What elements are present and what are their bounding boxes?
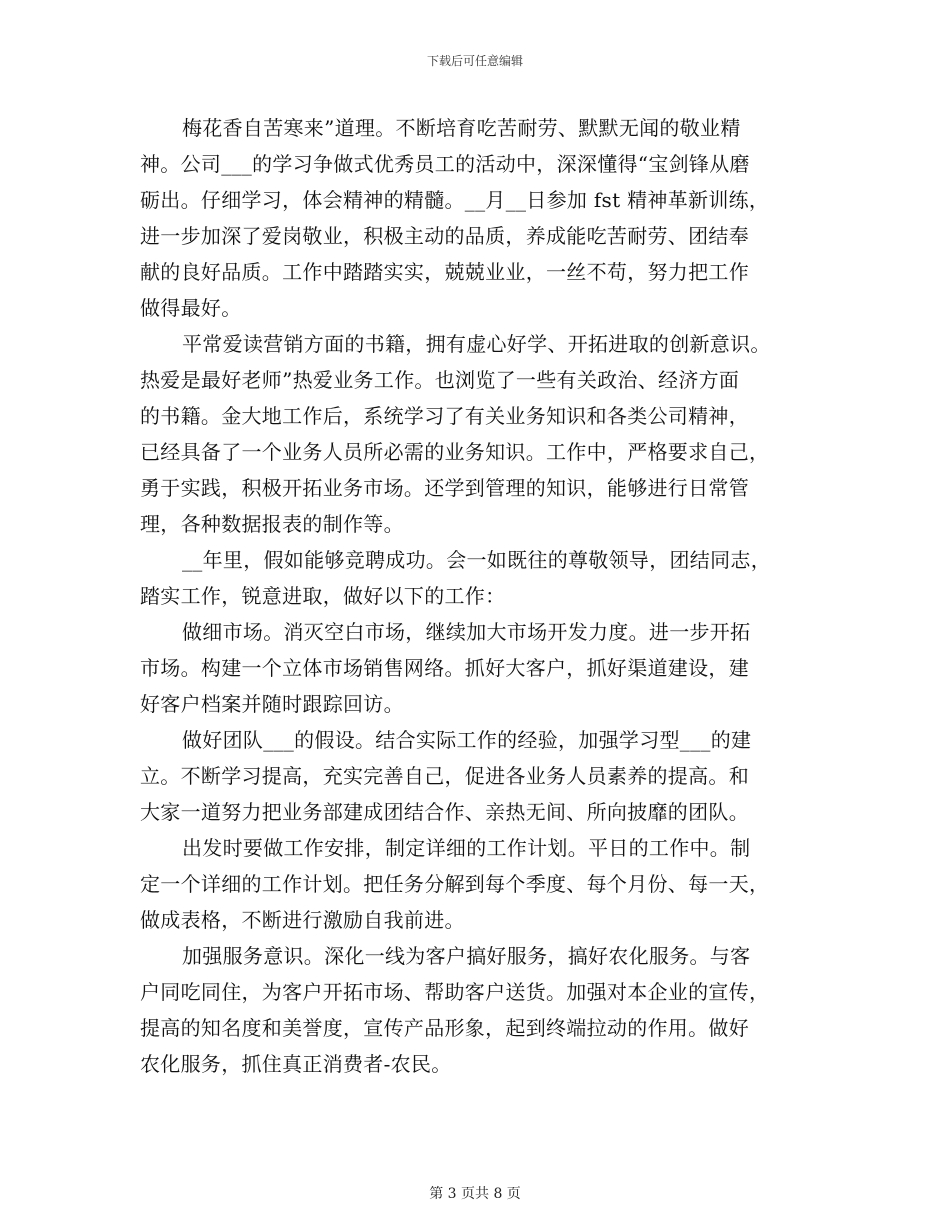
- text-line: 神。公司___的学习争做式优秀员工的活动中，深深懂得“宝剑锋从磨: [140, 152, 750, 176]
- text-line: 户同吃同住，为客户开拓市场、帮助客户送货。加强对本企业的宣传，: [140, 980, 770, 1004]
- text-line: 砺出。仔细学习，体会精神的精髓。__月__日参加 fst 精神革新训练，: [140, 188, 770, 212]
- text-line: 热爱是最好老师”热爱业务工作。也浏览了一些有关政治、经济方面: [140, 368, 740, 392]
- text-line: 立。不断学习提高，充实完善自己，促进各业务人员素养的提高。和: [140, 764, 749, 788]
- text-line: 市场。构建一个立体市场销售网络。抓好大客户，抓好渠道建设，建: [140, 656, 749, 680]
- text-line: 出发时要做工作安排，制定详细的工作计划。平日的工作中。制: [182, 836, 751, 860]
- text-line: 进一步加深了爱岗敬业，积极主动的品质，养成能吃苦耐劳、团结奉: [140, 224, 749, 248]
- text-line: 理，各种数据报表的制作等。: [140, 512, 404, 536]
- text-line: 已经具备了一个业务人员所必需的业务知识。工作中，严格要求自己，: [140, 440, 770, 464]
- text-line: 平常爱读营销方面的书籍，拥有虚心好学、开拓进取的创新意识。: [182, 332, 771, 356]
- page-header: 下载后可任意编辑: [426, 54, 523, 68]
- text-line: 做得最好。: [140, 296, 242, 320]
- text-line: 做成表格，不断进行激励自我前进。: [140, 908, 465, 932]
- text-line: 提高的知名度和美誉度，宣传产品形象，起到终端拉动的作用。做好: [140, 1016, 749, 1040]
- text-line: 做细市场。消灭空白市场，继续加大市场开发力度。进一步开拓: [182, 620, 751, 644]
- text-line: 定一个详细的工作计划。把任务分解到每个季度、每个月份、每一天，: [140, 872, 770, 896]
- text-line: __年里，假如能够竞聘成功。会一如既往的尊敬领导，团结同志，: [182, 548, 771, 572]
- text-line: 踏实工作，锐意进取，做好以下的工作：: [140, 584, 506, 608]
- text-line: 献的良好品质。工作中踏踏实实，兢兢业业，一丝不苟，努力把工作: [140, 260, 749, 284]
- document-body: [140, 110, 808, 1082]
- text-line: 农化服务，抓住真正消费者-农民。: [140, 1052, 452, 1076]
- text-line: 勇于实践，积极开拓业务市场。还学到管理的知识，能够进行日常管: [140, 476, 749, 500]
- text-line: 梅花香自苦寒来”道理。不断培育吃苦耐劳、默默无闻的敬业精: [182, 116, 741, 140]
- text-line: 加强服务意识。深化一线为客户搞好服务，搞好农化服务。与客: [182, 944, 751, 968]
- text-line: 好客户档案并随时跟踪回访。: [140, 692, 404, 716]
- text-line: 大家一道努力把业务部建成团结合作、亲热无间、所向披靡的团队。: [140, 800, 749, 824]
- page-footer: 第 3 页共 8 页: [429, 1186, 521, 1202]
- text-line: 做好团队___的假设。结合实际工作的经验，加强学习型___的建: [182, 728, 752, 752]
- text-line: 的书籍。金大地工作后，系统学习了有关业务知识和各类公司精神，: [140, 404, 749, 428]
